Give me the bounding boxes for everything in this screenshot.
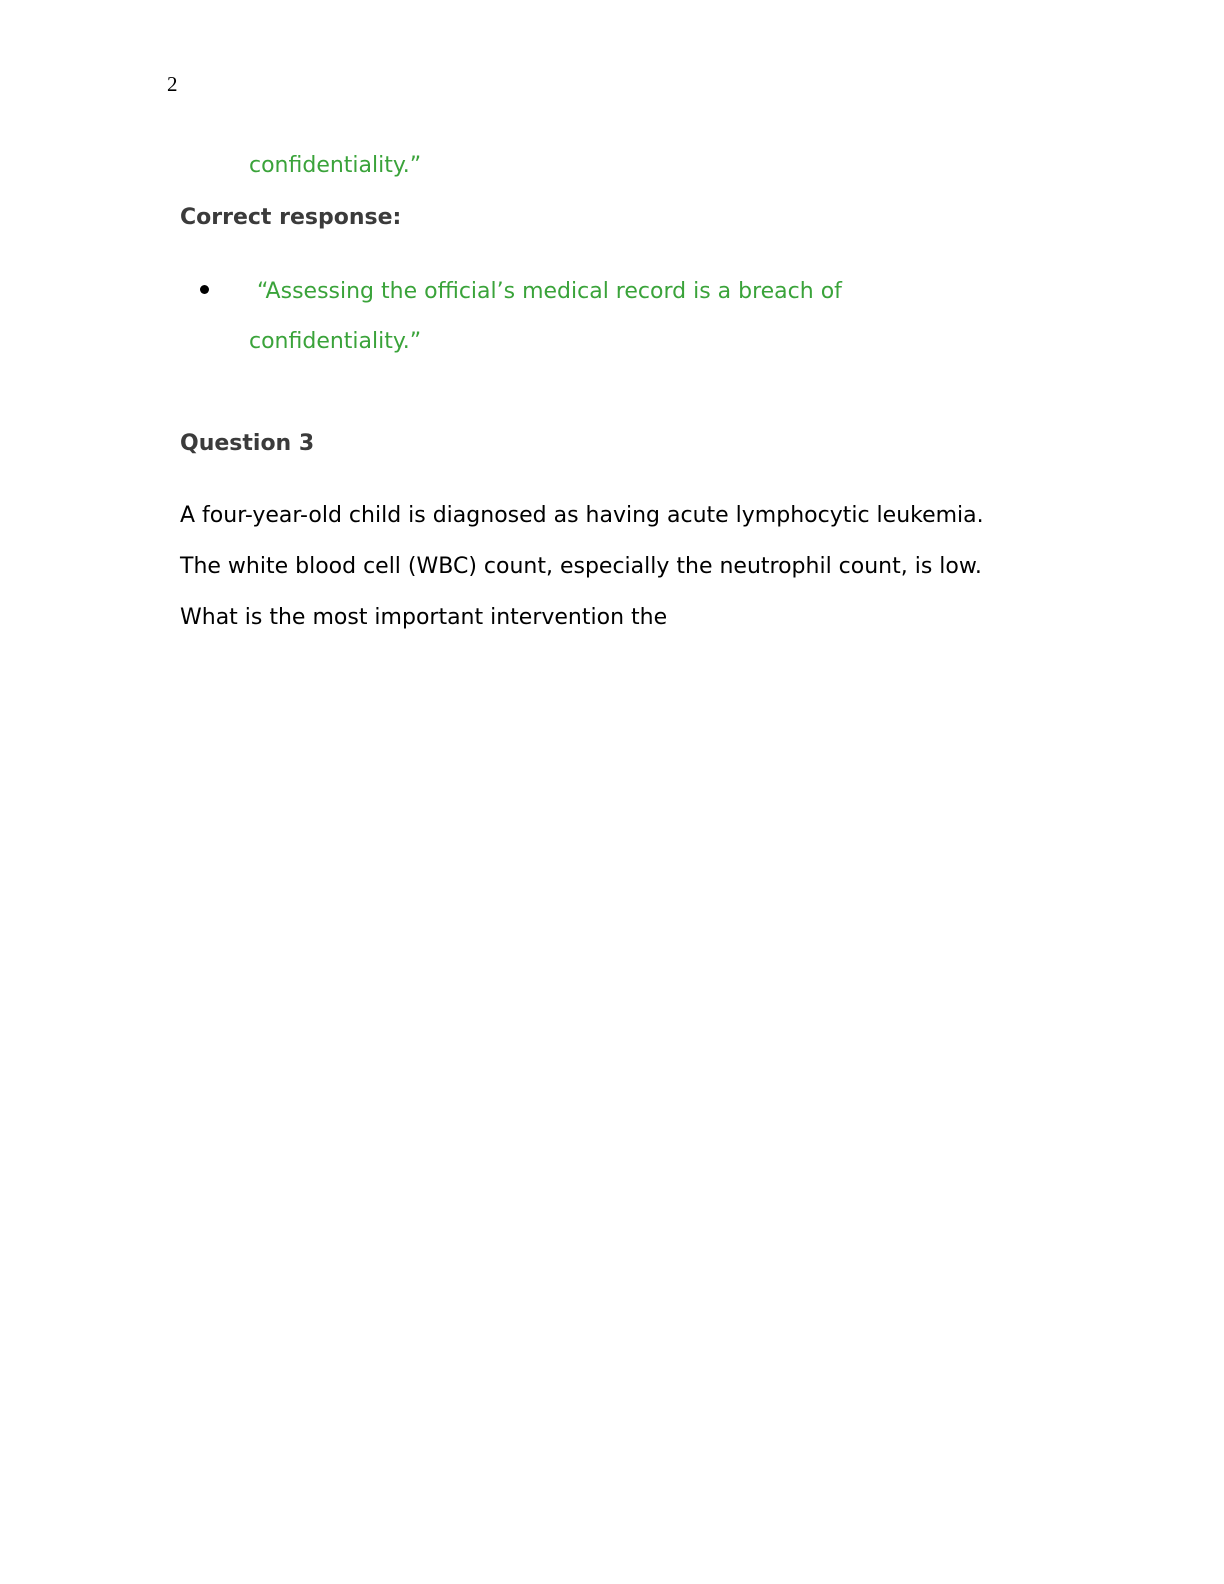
page-number: 2 [167, 72, 178, 96]
question-text-line-1: A four-year-old child is diagnosed as having acute lymphocytic leukemia. [180, 503, 984, 528]
correct-answer-line-1: “Assessing the official’s medical record is a breach of [257, 279, 842, 304]
bullet-icon [200, 285, 209, 294]
previous-answer-continuation: confidentiality.” [249, 153, 422, 178]
question-heading: Question 3 [180, 431, 315, 456]
correct-response-heading: Correct response: [180, 205, 402, 230]
question-text-line-2: The white blood cell (WBC) count, especially the neutrophil count, is low. [180, 554, 982, 579]
correct-answer-line-2: confidentiality.” [249, 329, 422, 354]
question-text-line-3: What is the most important intervention the [180, 605, 668, 630]
